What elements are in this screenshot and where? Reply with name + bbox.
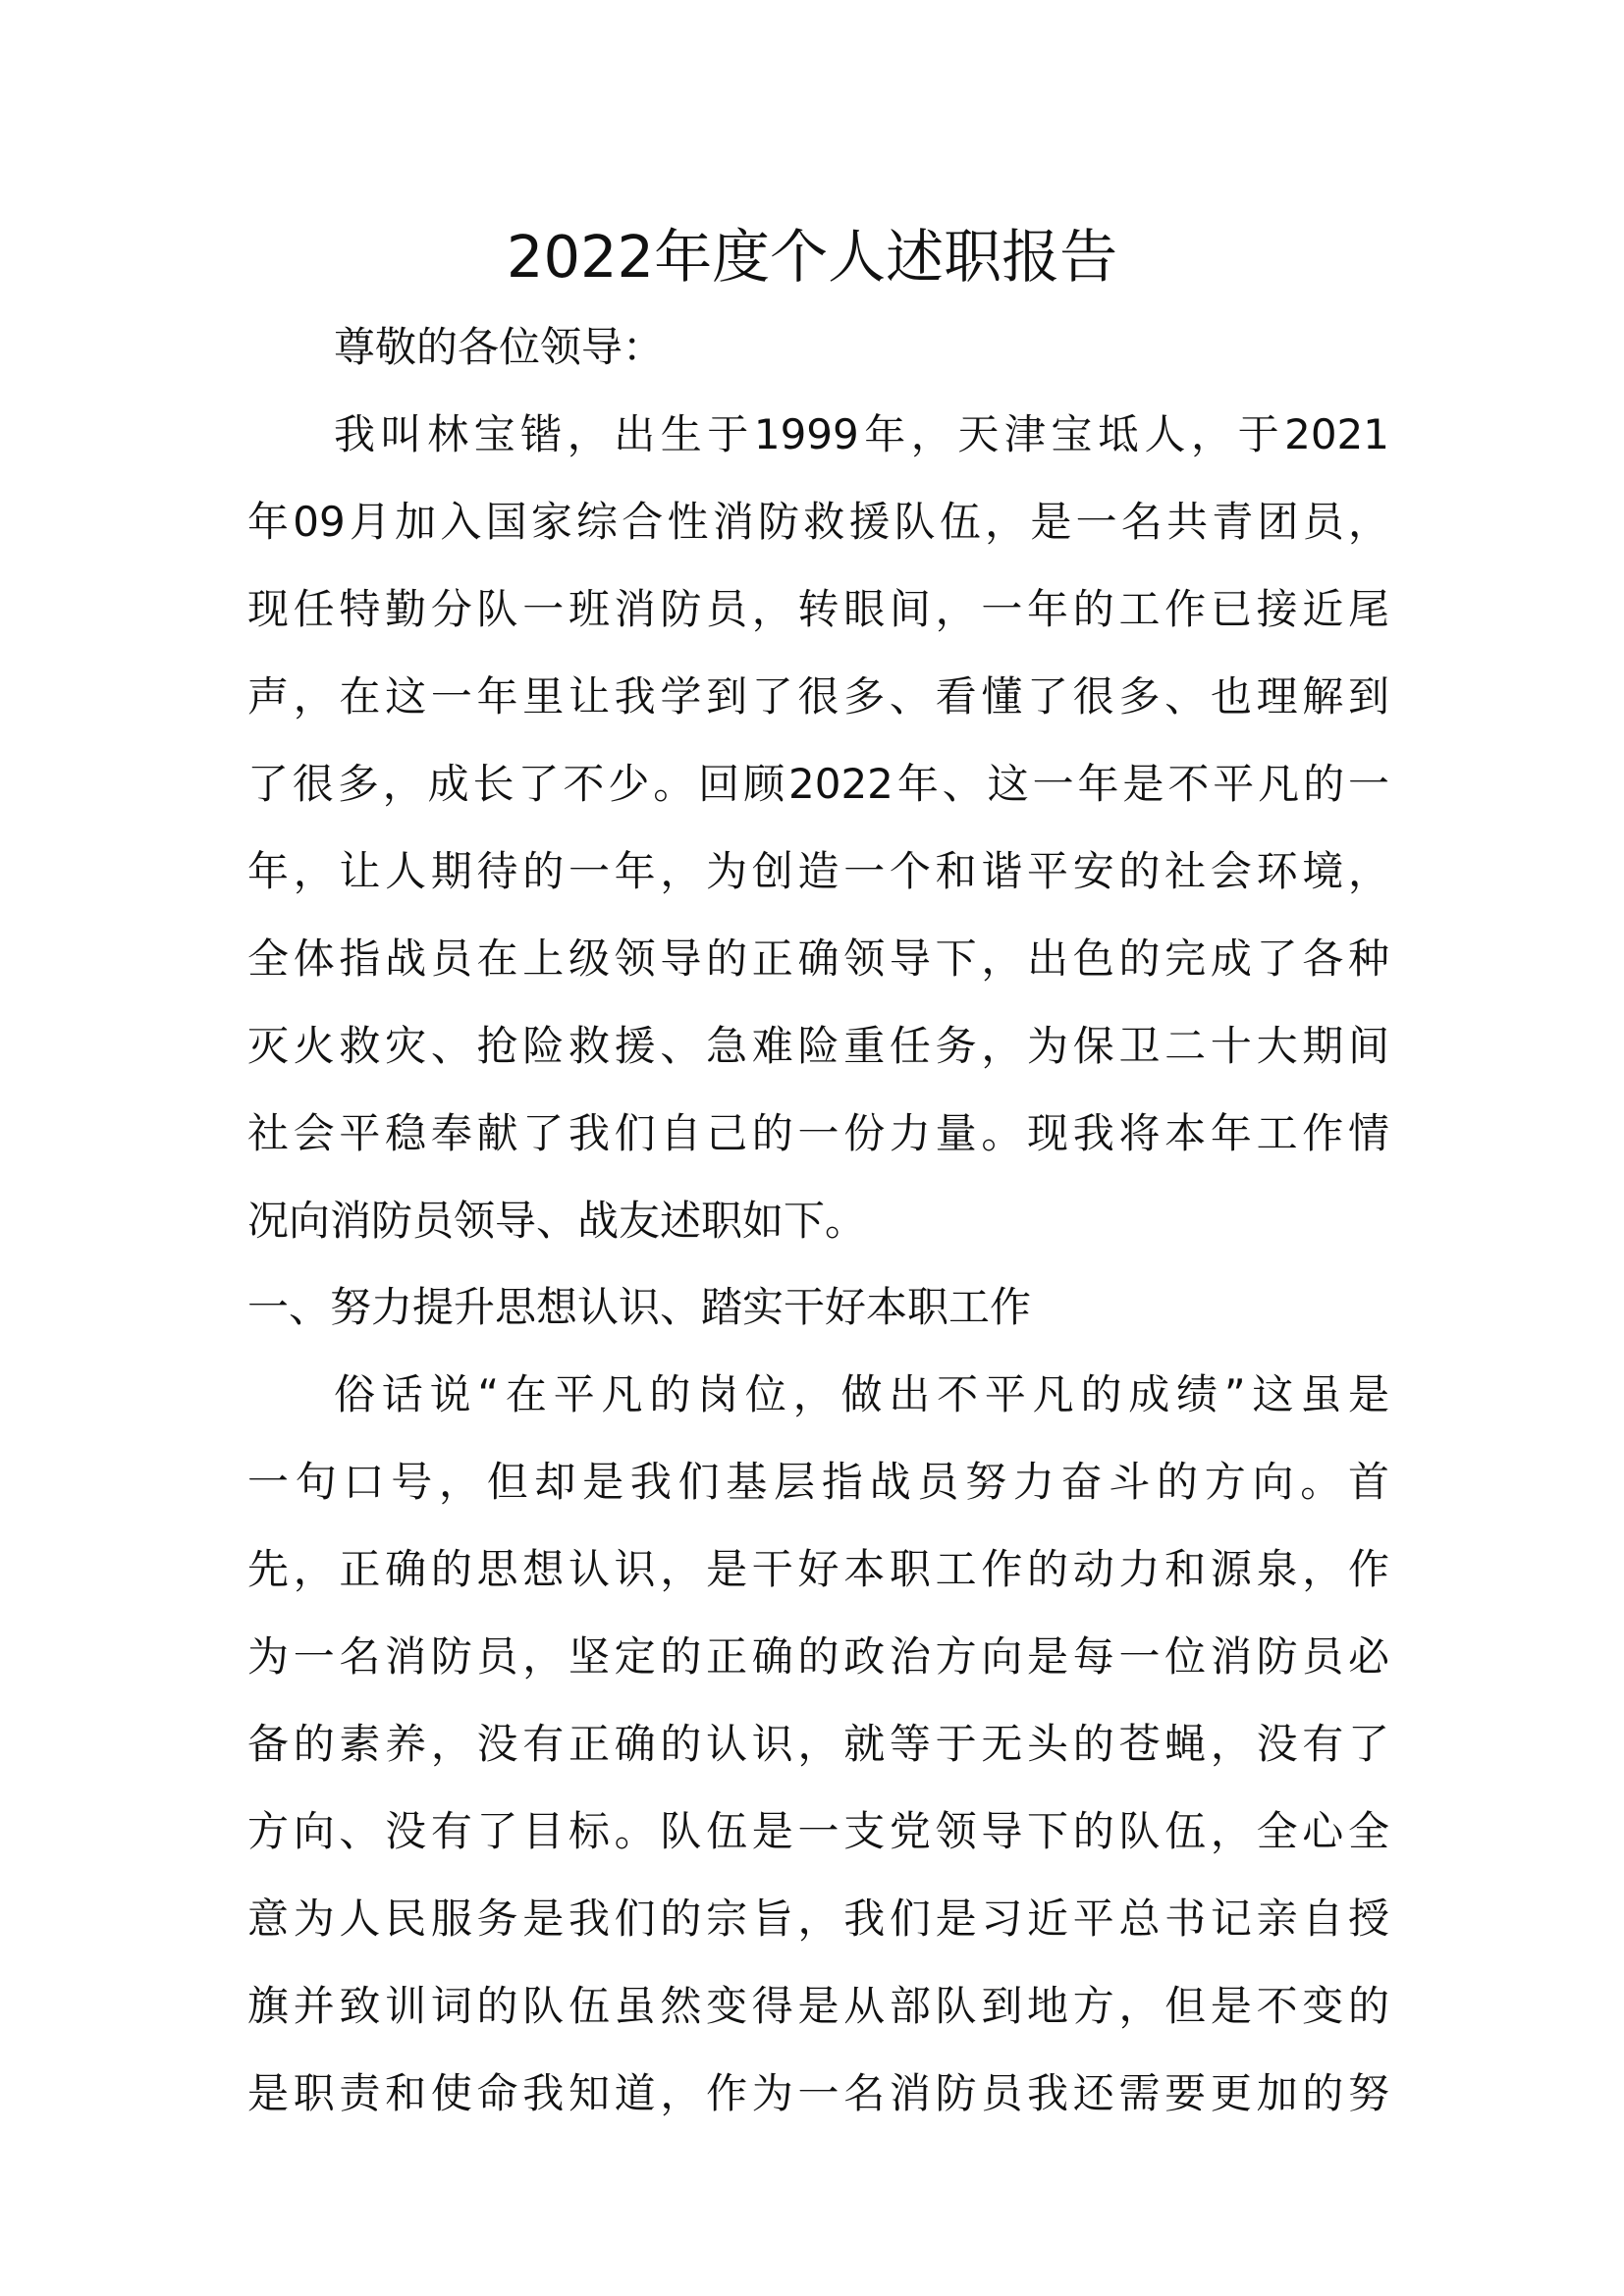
paragraph-2-line-2: 一句口号，但却是我们基层指战员努力奋斗的方向。首 <box>247 1458 1389 1506</box>
paragraph-2-line-5: 备的素养，没有正确的认识，就等于无头的苍蝇，没有了 <box>247 1720 1389 1768</box>
paragraph-2-line-4: 为一名消防员，坚定的正确的政治方向是每一位消防员必 <box>247 1632 1389 1681</box>
paragraph-1-line-8: 灭火救灾、抢险救援、急难险重任务，为保卫二十大期间 <box>247 1022 1389 1070</box>
paragraph-1-line-5: 了很多，成长了不少。回顾2022年、这一年是不平凡的一 <box>247 760 1389 808</box>
paragraph-1-line-7: 全体指战员在上级领导的正确领导下，出色的完成了各种 <box>247 934 1389 983</box>
paragraph-1-line-10: 况向消防员领导、战友述职如下。 <box>247 1197 867 1245</box>
section-1-heading: 一、努力提升思想认识、踏实干好本职工作 <box>247 1283 1032 1331</box>
paragraph-2-line-1: 俗话说“在平凡的岗位，做出不平凡的成绩”这虽是 <box>334 1370 1389 1418</box>
salutation: 尊敬的各位领导： <box>334 323 665 371</box>
paragraph-2-line-7: 意为人民服务是我们的宗旨，我们是习近平总书记亲自授 <box>247 1895 1389 1943</box>
paragraph-1-line-2: 年09月加入国家综合性消防救援队伍，是一名共青团员， <box>247 498 1389 546</box>
paragraph-1-line-6: 年，让人期待的一年，为创造一个和谐平安的社会环境， <box>247 847 1389 895</box>
paragraph-2-line-8: 旗并致训词的队伍虽然变得是从部队到地方，但是不变的 <box>247 1982 1389 2030</box>
paragraph-1-line-4: 声，在这一年里让我学到了很多、看懂了很多、也理解到 <box>247 672 1389 721</box>
paragraph-1-line-3: 现任特勤分队一班消防员，转眼间，一年的工作已接近尾 <box>247 585 1389 633</box>
paragraph-1-line-9: 社会平稳奉献了我们自己的一份力量。现我将本年工作情 <box>247 1109 1389 1157</box>
document-title: 2022年度个人述职报告 <box>506 223 1118 291</box>
paragraph-2-line-6: 方向、没有了目标。队伍是一支党领导下的队伍，全心全 <box>247 1807 1389 1855</box>
paragraph-2-line-9: 是职责和使命我知道，作为一名消防员我还需要更加的努 <box>247 2069 1389 2117</box>
paragraph-2-line-3: 先，正确的思想认识，是干好本职工作的动力和源泉，作 <box>247 1545 1389 1593</box>
paragraph-1-line-1: 我叫林宝锴，出生于1999年，天津宝坻人，于2021 <box>334 410 1389 458</box>
